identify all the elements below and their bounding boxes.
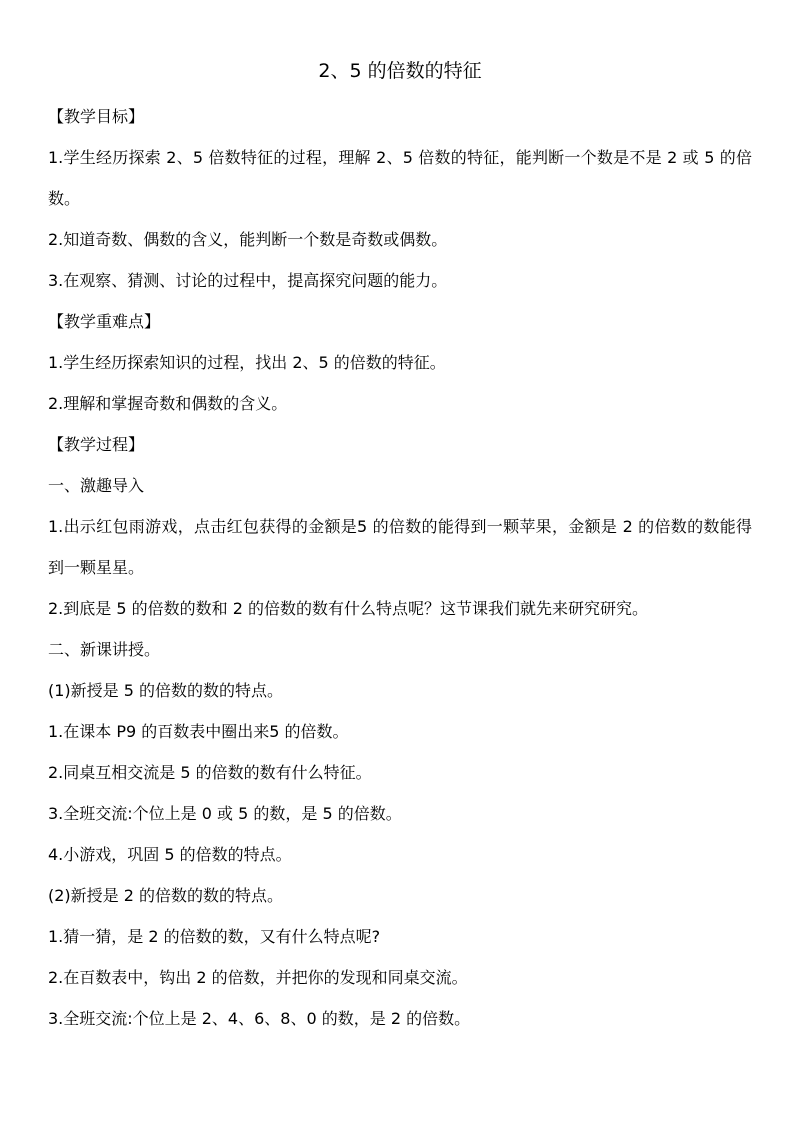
key-point-item-2: 2.理解和掌握奇数和偶数的含义。 [48, 394, 288, 413]
multiples-of-5-step-4: 4.小游戏，巩固 5 的倍数的特点。 [48, 845, 292, 864]
key-point-item-1: 1.学生经历探索知识的过程，找出 2、5 的倍数的特征。 [48, 353, 446, 372]
objective-item-3: 3.在观察、猜测、讨论的过程中，提高探究问题的能力。 [48, 271, 448, 290]
section-heading-objectives: 【教学目标】 [48, 107, 145, 126]
multiples-of-2-step-3: 3.全班交流:个位上是 2、4、6、8、0 的数，是 2 的倍数。 [48, 1009, 471, 1028]
section-heading-key-points: 【教学重难点】 [48, 312, 161, 331]
subsection-heading-intro: 一、激趣导入 [48, 476, 145, 495]
document-page [48, 56, 752, 1039]
multiples-of-2-step-1: 1.猜一猜，是 2 的倍数的数，又有什么特点呢? [48, 927, 381, 946]
intro-item-2: 2.到底是 5 的倍数的数和 2 的倍数的数有什么特点呢？这节课我们就先来研究研究。 [48, 599, 648, 618]
multiples-of-5-step-1: 1.在课本 P9 的百数表中圈出来5 的倍数。 [48, 722, 349, 741]
part-heading-multiples-of-2: (2)新授是 2 的倍数的数的特点。 [48, 886, 284, 905]
objective-item-1: 1.学生经历探索 2、5 倍数特征的过程，理解 2、5 倍数的特征，能判断一个数是不是 2 或 5 的倍数。 [48, 148, 752, 208]
part-heading-multiples-of-5: (1)新授是 5 的倍数的数的特点。 [48, 681, 284, 700]
subsection-heading-new-lesson: 二、新课讲授。 [48, 640, 161, 659]
multiples-of-2-step-2: 2.在百数表中，钩出 2 的倍数，并把你的发现和同桌交流。 [48, 968, 468, 987]
multiples-of-5-step-2: 2.同桌互相交流是 5 的倍数的数有什么特征。 [48, 763, 372, 782]
objective-item-2: 2.知道奇数、偶数的含义，能判断一个数是奇数或偶数。 [48, 230, 448, 249]
section-heading-process: 【教学过程】 [48, 435, 145, 454]
intro-item-1: 1.出示红包雨游戏，点击红包获得的金额是5 的倍数的能得到一颗苹果，金额是 2 的倍数的数能得到一颗星星。 [48, 517, 752, 577]
multiples-of-5-step-3: 3.全班交流:个位上是 0 或 5 的数，是 5 的倍数。 [48, 804, 402, 823]
document-title: 2、5 的倍数的特征 [318, 60, 482, 82]
